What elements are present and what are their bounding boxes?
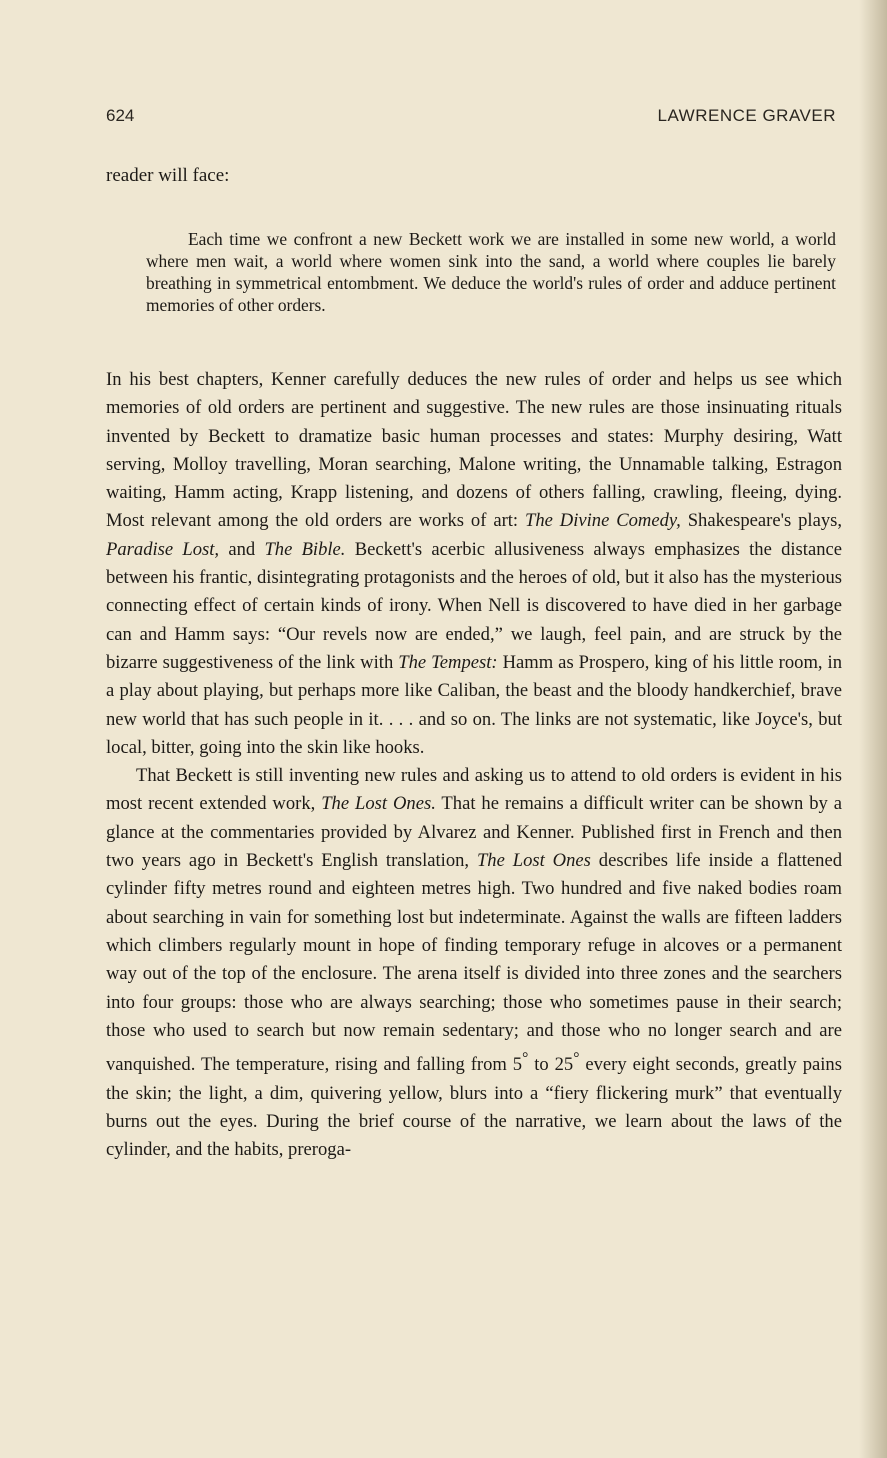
paragraph-1-part-3: and bbox=[228, 538, 256, 560]
title-the-lost-ones-2: The Lost Ones bbox=[476, 850, 591, 872]
paragraph-1-part-1: In his best chapters, Kenner carefully deduces the new rules of order and helps us see which memories of old orders are pertinent and suggestive. The new rules are those insinuating rituals invented by Beckett to dramatize basic human processes and states: Murphy desiring, Watt serving, Molloy travelling, Moran searching, Malone writing, the Unnamable talking, Estragon waiting, Hamm acting, Krapp listening, and dozens of others falling, crawling, fleeing, dying. Most relevant among the old orders are works of art: bbox=[106, 369, 842, 532]
paragraph-1-part-2: Shakespeare's plays, bbox=[687, 510, 843, 532]
paragraph-2-part-1: That Beckett is still inventing new rules and asking us to attend to old orders is evident in his most recent extended work, bbox=[106, 765, 842, 815]
block-quote-text: Each time we confront a new Beckett work we are installed in some new world, a world where men wait, a world where women sink into the sand, a world where couples lie barely breathing in symmetrical entombment. We deduce the world's rules of order and adduce pertinent memories of other orders. bbox=[146, 229, 836, 315]
paragraph-1-part-4: Beckett's acerbic allusiveness always emphasizes the distance between his frantic, disintegrating protagonists and the heroes of old, but it also has the mysterious connecting effect of certain kinds of irony. When Nell is discovered to have died in her garbage can and Hamm says: “Our revels now are ended,” we laugh, feel pain, and are struck by the bizarre suggestiveness of the link with bbox=[106, 538, 843, 673]
paragraph-2-part-4: every eight seconds, greatly pains the skin; the light, a dim, quivering yellow, blurs into a “fiery flickering murk” that eventually burns out the eyes. During the brief course of the narrative, we learn about the laws of the cylinder, and the habits, preroga- bbox=[106, 1054, 842, 1161]
title-paradise-lost: Paradise Lost, bbox=[106, 538, 220, 560]
lead-in-text: reader will face: bbox=[106, 165, 230, 186]
temperature-separator: to bbox=[534, 1054, 549, 1076]
degree-sign-low: ° bbox=[522, 1050, 529, 1068]
page-number: 624 bbox=[106, 106, 135, 125]
paragraph-2-part-2: That he remains a difficult writer can be shown by a glance at the commentaries provided by Alvarez and Kenner. Published first in French and then two years ago in Beckett's English translation, bbox=[106, 793, 842, 872]
temperature-low: 5 bbox=[512, 1054, 523, 1076]
running-title: LAWRENCE GRAVER bbox=[657, 106, 836, 125]
temperature-high: 25 bbox=[554, 1054, 574, 1076]
degree-sign-high: ° bbox=[573, 1050, 580, 1068]
running-header bbox=[106, 106, 836, 132]
paragraph-2-part-3: describes life inside a flattened cylinder fifty metres round and eighteen metres high. Two hundred and five naked bodies roam about searching in vain for something lost but indeterminate. Against the walls are fifteen ladders which climbers regularly mount in hope of finding temporary refuge in alcoves or a permanent way out of the top of the enclosure. The arena itself is divided into three zones and the searchers into four groups: those who are always searching; those who sometimes pause in their search; those who used to search but now remain sedentary; and those who no longer search and are vanquished. The temperature, rising and falling from bbox=[106, 850, 842, 1076]
block-quote bbox=[146, 228, 836, 316]
title-the-bible: The Bible. bbox=[264, 538, 346, 560]
body-text bbox=[106, 366, 842, 1165]
paragraph-1 bbox=[106, 366, 842, 762]
title-the-lost-ones: The Lost Ones. bbox=[321, 793, 436, 815]
page-edge-shadow bbox=[859, 0, 887, 1458]
paragraph-2 bbox=[106, 762, 842, 1164]
title-the-tempest: The Tempest: bbox=[398, 651, 498, 673]
paragraph-1-part-5: Hamm as Prospero, king of his little room, in a play about playing, but perhaps more like Caliban, the beast and the bloody handkerchief, brave new world that has such people in it. . . . and so on. The links are not systematic, like Joyce's, but local, bitter, going into the skin like hooks. bbox=[106, 651, 843, 758]
title-divine-comedy: The Divine Comedy, bbox=[525, 510, 681, 532]
